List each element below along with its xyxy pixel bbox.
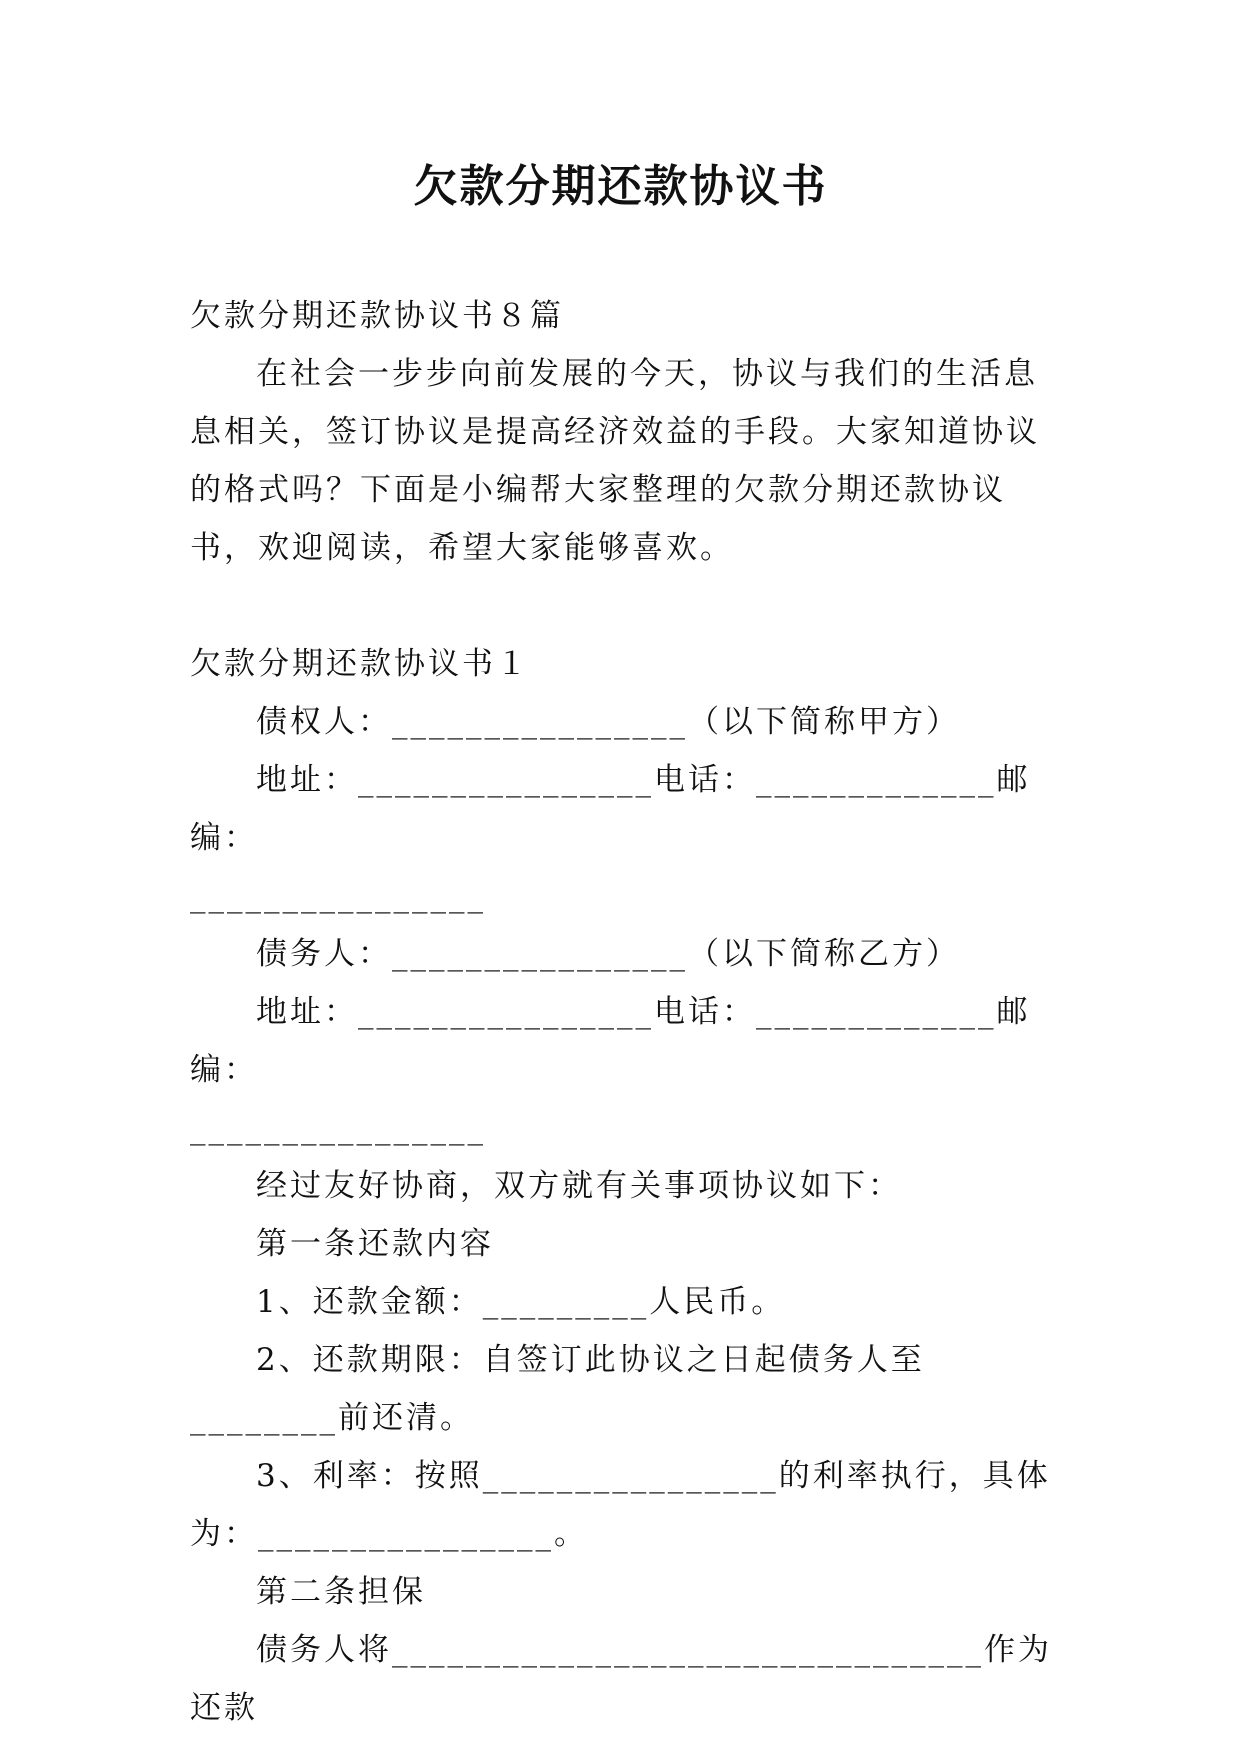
article-1-title: 第一条还款内容 <box>256 1226 494 1262</box>
intro-paragraph: 在社会一步步向前发展的今天，协议与我们的生活息息相关，签订协议是提高经济效益的手段。大家知道协议的格式吗？下面是小编帮大家整理的欠款分期还款协议书，欢迎阅读，希望大家能够喜欢。 <box>190 356 1040 566</box>
document-title: 欠款分期还款协议书 <box>413 161 828 212</box>
item-1-amount: 1、还款金额：_________人民币。 <box>256 1284 786 1320</box>
agreement-intro: 经过友好协商，双方就有关事项协议如下： <box>256 1168 902 1204</box>
creditor-line: 债权人：________________（以下简称甲方） <box>256 704 960 740</box>
item-3-interest: 3、利率：按照________________的利率执行，具体为：________________。 <box>190 1458 1051 1552</box>
document-subtitle: 欠款分期还款协议书８篇 <box>190 298 564 334</box>
debtor-postcode-blank: ________________ <box>190 1110 486 1146</box>
debtor-line: 债务人：________________（以下简称乙方） <box>256 936 960 972</box>
spacer <box>190 577 1060 635</box>
guarantee-line: 债务人将________________________________作为还款 <box>190 1632 1052 1726</box>
creditor-postcode-blank: ________________ <box>190 878 486 914</box>
article-2-title: 第二条担保 <box>256 1574 426 1610</box>
debtor-address-line: 地址：________________电话：_____________邮编： <box>190 994 1031 1088</box>
item-2-deadline: 2、还款期限：自签订此协议之日起债务人至________前还清。 <box>190 1342 925 1436</box>
document-body <box>190 287 1060 1737</box>
section-heading: 欠款分期还款协议书１ <box>190 646 530 682</box>
creditor-address-line: 地址：________________电话：_____________邮编： <box>190 762 1031 856</box>
